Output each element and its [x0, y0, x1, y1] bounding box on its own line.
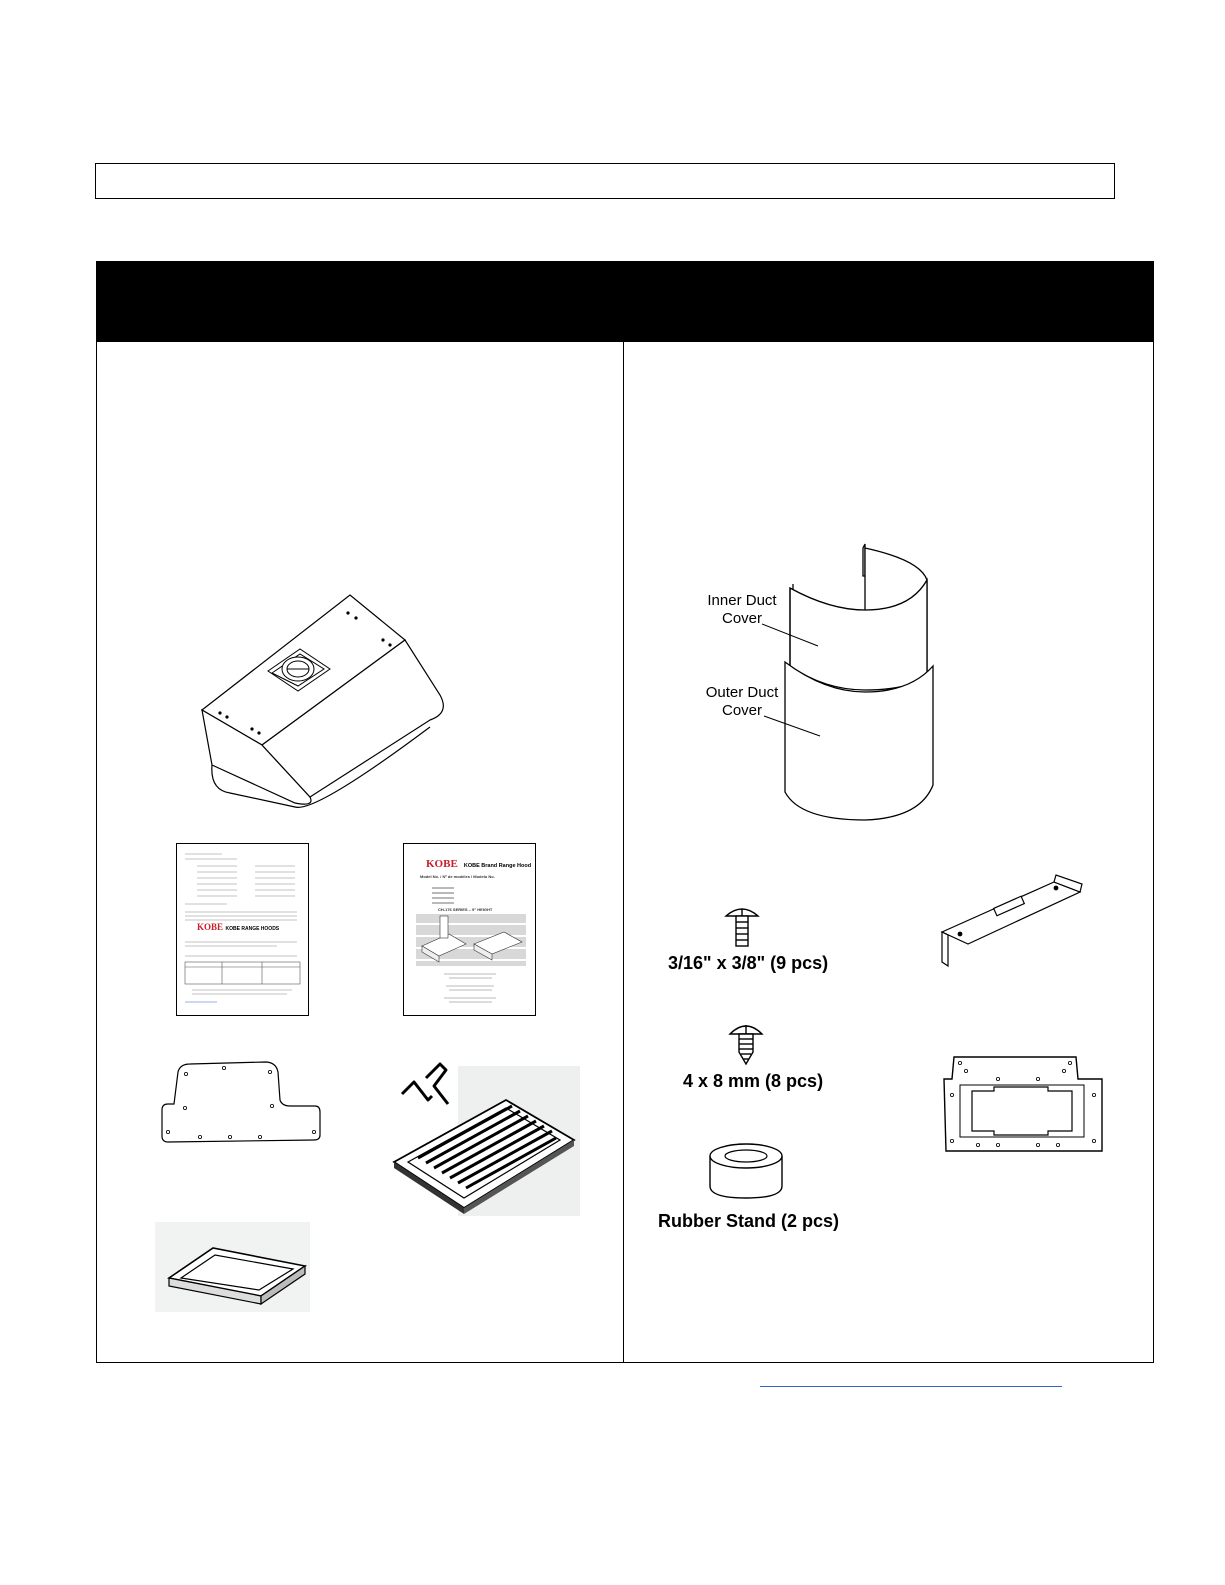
installation-manual — [403, 843, 536, 1016]
inner-duct-cover-label: Inner Duct Cover — [707, 592, 777, 627]
manual-model-line: Model No. / Nº de modèles / Modelo No. — [420, 874, 495, 879]
warranty-registration-card — [176, 843, 309, 1016]
small-screw-label: 4 x 8 mm (8 pcs) — [683, 1071, 824, 1091]
rubber-stand-label: Rubber Stand (2 pcs) — [658, 1211, 840, 1231]
rectangular-frame-drawing — [155, 1222, 310, 1312]
back-plate-drawing — [160, 1060, 325, 1145]
rubber-stand-icon — [706, 1142, 786, 1200]
manual-series: CH-176 SERIES – 9" HEIGHT — [438, 907, 493, 912]
large-screw-label: 3/16" x 3/8" (9 pcs) — [668, 953, 829, 973]
manual-logo: KOBE — [426, 858, 458, 870]
range-hood-drawing — [190, 585, 470, 815]
header-bar — [96, 261, 1154, 341]
manual-title: KOBE Brand Range Hood — [463, 863, 532, 869]
outer-duct-cover-label: Outer Duct Cover — [705, 684, 779, 719]
footer-link-underline — [760, 1386, 1062, 1387]
grease-filter-drawing — [388, 1052, 580, 1217]
small-screw-icon — [726, 1022, 766, 1066]
exhaust-mounting-plate-drawing — [938, 1055, 1108, 1155]
mounting-bracket-drawing — [934, 870, 1084, 970]
top-empty-box — [95, 163, 1115, 199]
large-screw-icon — [722, 906, 762, 948]
right-panel — [623, 341, 1154, 1363]
duct-cover-leader-lines — [740, 610, 830, 740]
warranty-logo: KOBE — [197, 922, 224, 932]
warranty-brand: KOBE RANGE HOODS — [225, 926, 280, 932]
